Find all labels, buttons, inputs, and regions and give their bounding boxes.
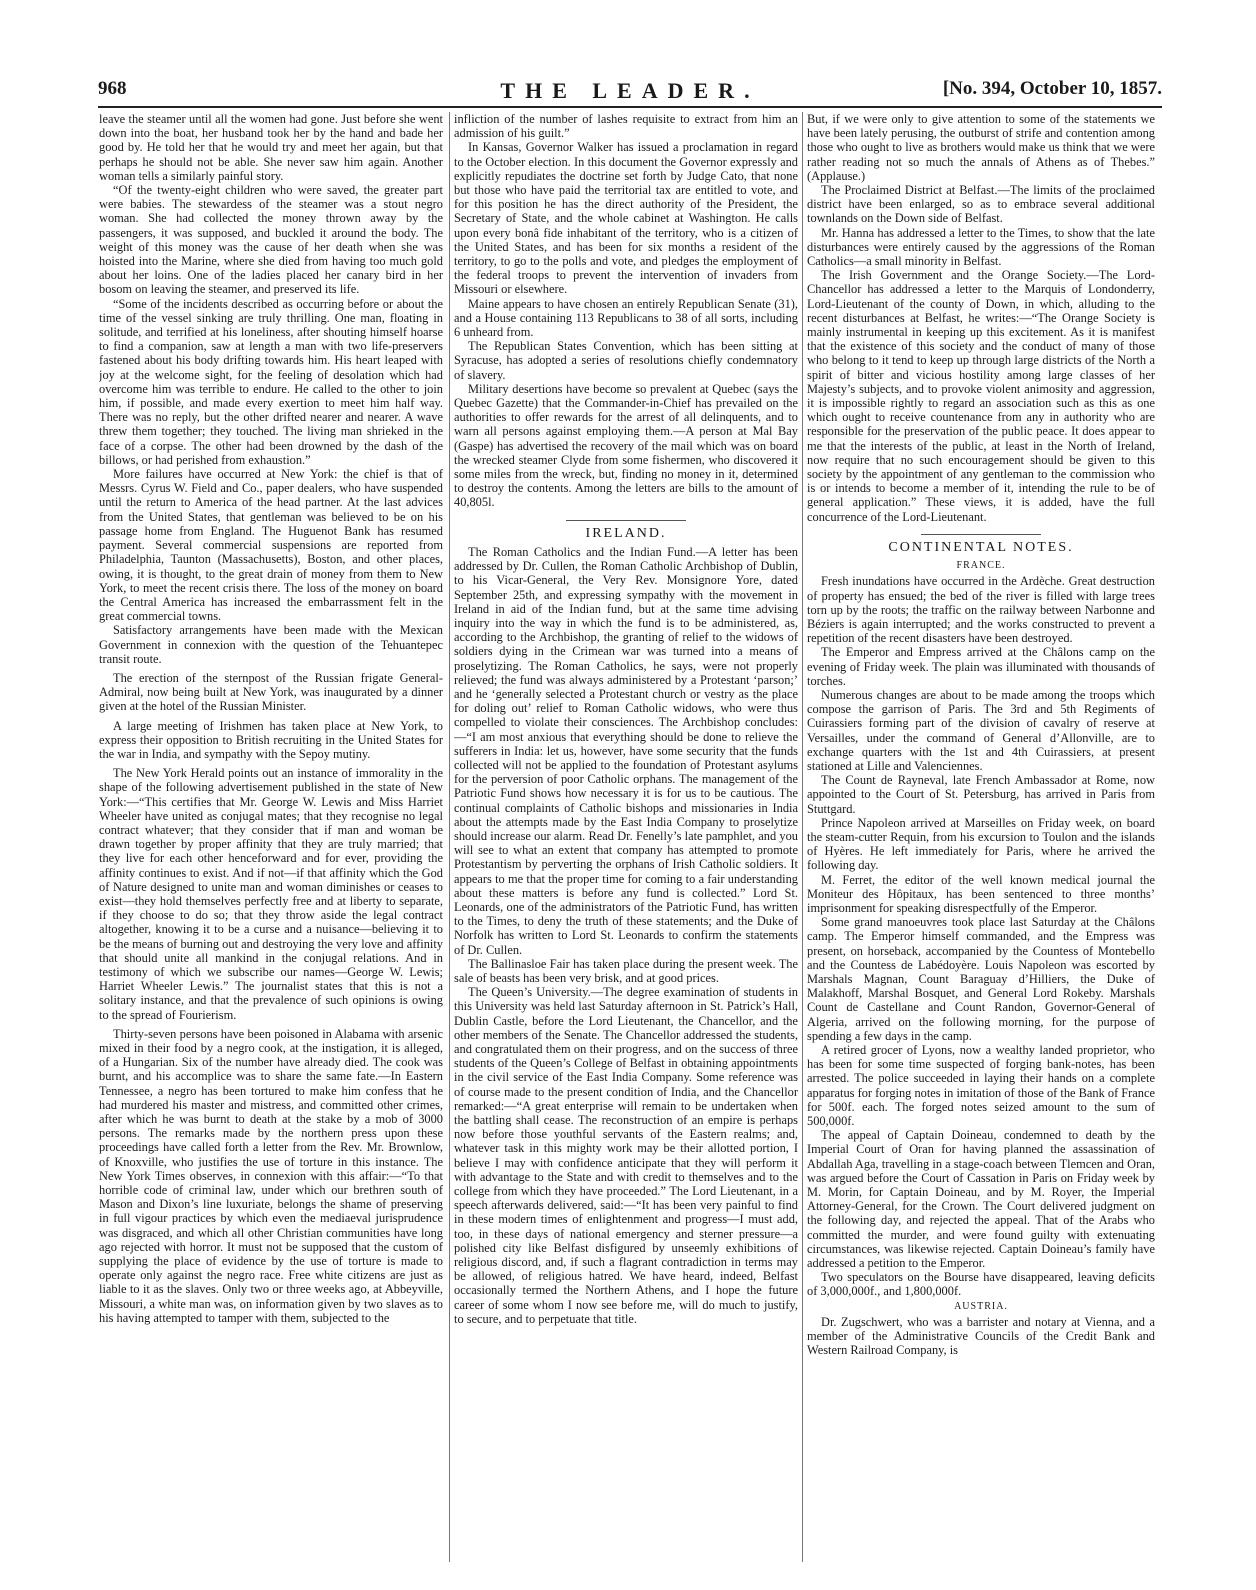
paragraph: The Count de Rayneval, late French Ambassador at Rome, now appointed to the Court of St. Petersburg, has arrived in Paris from Stuttgard.	[807, 773, 1155, 816]
paragraph: “Some of the incidents described as occurring before or about the time of the vessel sinking are truly thrilling. One man, floating in solitude, and terrified at his loneliness, after shouting himself hoarse to find a companion, saw at length a man with two life-preservers fastened about his body drifting towards him. His heart leaped with joy at the welcome sight, for the feeling of desolation which had overcome him was terrible to endure. He called to the other to join him, if possible, and made every exertion to meet him half way. There was no reply, but the other drifted nearer and nearer. A wave threw them together; they touched. The living man shrieked in the face of a corpse. The other had been drowned by the dash of the billows, or had perished from exhaustion.”	[99, 296, 443, 467]
paragraph: Two speculators on the Bourse have disappeared, leaving deficits of 3,000,000f., and 1,800,000f.	[807, 1270, 1155, 1299]
paragraph: The Roman Catholics and the Indian Fund.—A letter has been addressed by Dr. Cullen, the Roman Catholic Archbishop of Dublin, to his Vicar-General, the Very Rev. Monsignore Yore, dated September 25th, and expressing sympathy with the movement in Ireland in aid of the Indian fund, but at the same time advising inquiry into the way in which the fund is to be administered, as, according to the Archbishop, the granting of relief to the widows of soldiers dying in the Crimean war was turned into a means of proselytizing. The Roman Catholics, he says, were not properly relieved; the fund was always administered by a Protestant ‘parson;’ and he ‘generally selected a Protestant church or vestry as the place for doling out’ relief to Roman Catholic widows, who were thus compelled to violate their consciences. The Archbishop concludes:—“I am most anxious that everything should be done to relieve the sufferers in India: let us, however, have some security that the funds collected will not be applied to the foundation of Protestant asylums for the perversion of poor Catholic orphans. The management of the Patriotic Fund shows how necessary it is for us to be cautious. The continual complaints of Catholic bishops and missionaries in India about the attempts made by the East India Company to proselytize should increase our alarm. Read Dr. Fenelly’s late pamphlet, and you will see to what an extent that company has attempted to promote Protestantism by perverting the orphans of Irish Catholic soldiers. It appears to me that the proper time for coming to a fair understanding about these matters is before any fund is collected.” Lord St. Leonards, one of the administrators of the Patriotic Fund, has written to the Times, to deny the truth of these statements; and the Duke of Norfolk has written to Lord St. Leonards to confirm the statements of Dr. Cullen.	[454, 544, 798, 957]
paragraph: The Queen’s University.—The degree examination of students in this University was held last Saturday afternoon in St. Patrick’s Hall, Dublin Castle, before the Lord Lieutenant, the Chancellor, and the other members of the Senate. The Chancellor addressed the students, and congratulated them on their progress, and on the success of three students of the Queen’s College of Belfast in obtaining appointments in the civil service of the East India Company. Some reference was of course made to the present condition of India, and the Chancellor remarked:—“A great enterprise will remain to be undertaken when the battling shall cease. The reconstruction of an empire is perhaps now before those youthful servants of the Eastern realms; and, whatever task in this mighty work may be their allotted portion, I believe I may with confidence anticipate that they will perform it with advantage to the State and with credit to themselves and to the college from which they have proceeded.” The Lord Lieutenant, in a speech afterwards delivered, said:—“It has been very painful to find in these modern times of enlightenment and progress—I must add, too, in these days of national emergency and sterner pressure—a polished city like Belfast disfigured by unseemly exhibitions of religious discord, and, if such a flagrant contradiction in terms may be allowed, of religious hatred. We have heard, indeed, Belfast occasionally termed the Northern Athens, and I hope the future career of some whom I now see before me, will do much to justify, to secure, and to perpetuate that title.	[454, 985, 798, 1326]
column-2	[454, 112, 798, 1567]
paragraph: The Republican States Convention, which has been sitting at Syracuse, has adopted a series of resolutions chiefly condemnatory of slavery.	[454, 339, 798, 382]
paragraph: Some grand manoeuvres took place last Saturday at the Châlons camp. The Emperor himself commanded, and the Empress was present, on horseback, accompanied by the Countess of Montebello and the Countess de Labédoyère. Louis Napoleon was escorted by Marshals Magnan, Count Baraguay d’Hilliers, the Duke of Malakhoff, Marshal Bosquet, and General Lord Rokeby. Marshals Count de Castellane and Count Randon, Governor-General of Algeria, arrived on the following morning, for the purpose of spending a few days in the camp.	[807, 915, 1155, 1043]
subheading-france: FRANCE.	[956, 560, 1006, 572]
paragraph: Prince Napoleon arrived at Marseilles on Friday week, on board the steam-cutter Requin, from his excursion to Toulon and the islands of Hyères. He left immediately for Paris, where he arrived the following day.	[807, 815, 1155, 873]
paragraph: In Kansas, Governor Walker has issued a proclamation in regard to the October election. In this document the Governor expressly and explicitly repudiates the doctrine set forth by Judge Cato, that none but those who have paid the territorial tax are entitled to vote, and for this position he has the direct authority of the President, the Secretary of State, and the whole cabinet at Washington. He calls upon every bonâ fide inhabitant of the territory, who is a citizen of the United States, and has been for six months a resident of the territory, to go to the polls and vote, and pledges the employment of the federal troops to prevent the intervention of invaders from Missouri or elsewhere.	[454, 140, 798, 297]
paragraph: Dr. Zugschwert, who was a barrister and notary at Vienna, and a member of the Administrative Councils of the Credit Bank and Western Railroad Company, is	[807, 1314, 1155, 1358]
paragraph: The Irish Government and the Orange Society.—The Lord-Chancellor has addressed a letter to the Marquis of Londonderry, Lord-Lieutenant of the county of Down, in which, alluding to the recent disturbances at Belfast, he writes:—“The Orange Society is mainly instrumental in keeping up this excitement. As it is manifest that the existence of this society and the conduct of many of those who belong to it tend to keep up through large districts of the North a spirit of bitter and vicious hostility among large classes of her Majesty’s subjects, and to provoke violent animosity and aggression, it is impossible rightly to regard an association such as this as one which ought to receive countenance from any in authority who are responsible for the preservation of the public peace. It does appear to me that the interests of the public, at least in the North of Ireland, now require that no such encouragement should be given to this society by the appointment of any gentleman to the commission who is or intends to become a member of it, intending the rule to be of general application.” These views, it is added, have the full concurrence of the Lord-Lieutenant.	[807, 268, 1155, 524]
paragraph: The erection of the sternpost of the Russian frigate General-Admiral, now being built at New York, was inaugurated by a dinner given at the hotel of the Russian Minister.	[99, 670, 443, 714]
section-divider	[921, 534, 1041, 535]
paragraph: M. Ferret, the editor of the well known medical journal the Moniteur des Hôpitaux, has been sentenced to three months’ imprisonment for speaking disrespectfully of the Emperor.	[807, 872, 1155, 915]
paragraph: “Of the twenty-eight children who were saved, the greater part were babies. The stewardess of the steamer was a stout negro woman. She had collected the money thrown away by the passengers, it was supposed, and buckled it around the body. The weight of this money was the cause of her death when she was hoisted into the Marine, where she died from having too much gold about her loins. One of the ladies placed her canary bird in her bosom on leaving the steamer, and preserved its life.	[99, 183, 443, 297]
paragraph: Mr. Hanna has addressed a letter to the Times, to show that the late disturbances were entirely caused by the aggressions of the Roman Catholics—a small minority in Belfast.	[807, 225, 1155, 269]
paragraph: Maine appears to have chosen an entirely Republican Senate (31), and a House containing 113 Republicans to 38 of all sorts, including 6 unheard from.	[454, 296, 798, 340]
paragraph: A retired grocer of Lyons, now a wealthy landed proprietor, who has been for some time suspected of forging bank-notes, has been arrested. The police succeeded in laying their hands on a complete apparatus for forging notes in imitation of those of the Bank of France for 500f. each. The forged notes seized amount to the sum of 500,000f.	[807, 1043, 1155, 1129]
paragraph: The appeal of Captain Doineau, condemned to death by the Imperial Court of Oran for having planned the assassination of Abdallah Aga, travelling in a stage-coach between Tlemcen and Oran, was argued before the Court of Cassation in Paris on Friday week by M. Morin, for Captain Doineau, and by M. Royer, the Imperial Attorney-General, for the Crown. The Court delivered judgment on the following day, and rejected the appeal. That of the Arabs who committed the murder, and were found guilty with extenuating circumstances, was likewise rejected. Captain Doineau’s family have addressed a petition to the Emperor.	[807, 1128, 1155, 1271]
newspaper-title: THE LEADER.	[500, 78, 760, 103]
masthead	[98, 78, 1162, 108]
paragraph: leave the steamer until all the women had gone. Just before she went down into the boat, her husband took her by the hand and bade her good by. He told her that he would try and meet her again, but that perhaps he should not be able. She never saw him again. Another woman tells a similarly painful story.	[99, 112, 443, 183]
paragraph: Numerous changes are about to be made among the troops which compose the garrison of Paris. The 3rd and 5th Regiments of Cuirassiers forming part of the division of cavalry of reserve at Versailles, under the command of General d’Allonville, are to exchange quarters with the 1st and 4th Cuirassiers, at present stationed at Lille and Valenciennes.	[807, 687, 1155, 773]
paragraph: A large meeting of Irishmen has taken place at New York, to express their opposition to British recruiting in the United States for the war in India, and sympathy with the Sepoy mutiny.	[99, 718, 443, 761]
paragraph: The Ballinasloe Fair has taken place during the present week. The sale of beasts has been very brisk, and at good prices.	[454, 956, 798, 985]
column-3	[807, 112, 1155, 1567]
paragraph: Military desertions have become so prevalent at Quebec (says the Quebec Gazette) that the Commander-in-Chief has prevailed on the authorities to offer rewards for the arrest of all delinquents, and to warn all persons against employing them.—A person at Mal Bay (Gaspe) has advertised the recovery of the mail which was on board the wrecked steamer Clyde from some fishermen, who discovered it some miles from the wreck, but, finding no money in it, determined to destroy the contents. Among the letters are bills to the amount of 40,805l.	[454, 381, 798, 510]
paragraph: The Proclaimed District at Belfast.—The limits of the proclaimed district have been enlarged, so as to embrace several additional townlands on the Down side of Belfast.	[807, 183, 1155, 226]
paragraph: Thirty-seven persons have been poisoned in Alabama with arsenic mixed in their food by a negro cook, at the instigation, it is alleged, of a Hungarian. Six of the number have already died. The cook was burnt, and his accomplice was to share the same fate.—In Eastern Tennessee, a negro has been tortured to make him confess that he had murdered his master and mistress, and committed other crimes, after which he was burnt to death at the stake by a mob of 3000 persons. The remarks made by the northern press upon these proceedings have called forth a letter from the Rev. Mr. Brownlow, of Knoxville, who justifies the use of torture in this instance. The New York Times observes, in connexion with this affair:—“To that horrible code of criminal law, under which our brethren south of Mason and Dixon’s line luxuriate, belongs the shame of preserving in full vigour practices by which even the mediaeval jurisprudence was disgraced, and which all other Christian communities have long ago rejected with horror. It must not be supposed that the custom of supplying the place of evidence by the use of torture is made to operate only against the negro race. Free white citizens are just as liable to it as the slaves. Only two or three weeks ago, at Abbeyville, Missouri, a white man was, on information given by two slaves as to his having attempted to tamper with them, subjected to the	[99, 1026, 443, 1325]
column-1	[99, 112, 443, 1567]
paragraph: More failures have occurred at New York: the chief is that of Messrs. Cyrus W. Field and Co., paper dealers, who have suspended until the return to America of the head partner. At the last advices from the United States, that gentleman was believed to be on his passage home from England. The Huguenot Bank has resumed payment. Several commercial suspensions are reported from Philadelphia, Taunton (Massachusetts), Boston, and other places, owing, it is thought, to the great drain of money from them to New York, to meet the recent crisis there. The loss of the money on board the Central America has increased the embarrassment felt in the great commercial towns.	[99, 467, 443, 624]
column-divider	[449, 112, 450, 1562]
issue-date: [No. 394, October 10, 1857.	[942, 78, 1162, 99]
paragraph: infliction of the number of lashes requisite to extract from him an admission of his guilt.”	[454, 112, 798, 141]
section-divider	[566, 520, 686, 521]
section-heading-ireland: IRELAND.	[585, 525, 667, 541]
page-number: 968	[98, 78, 127, 99]
paragraph: But, if we were only to give attention to some of the statements we have been lately perusing, the outburst of strife and contention among those who ought to live as brothers would make us think that we were rather reading not so much the annals of Athens as of Thebes.” (Applause.)	[807, 112, 1155, 183]
subheading-austria: AUSTRIA.	[954, 1300, 1008, 1312]
paragraph: Fresh inundations have occurred in the Ardèche. Great destruction of property has ensued; the bed of the river is filled with large trees torn up by the roots; the traffic on the railway between Narbonne and Béziers is again interrupted; and the works constructed to prevent a repetition of the recent disasters have been destroyed.	[807, 574, 1155, 646]
paragraph: The New York Herald points out an instance of immorality in the shape of the following advertisement published in the state of New York:—“This certifies that Mr. George W. Lewis and Miss Harriet Wheeler have united as conjugal mates; that they recognise no legal contract whatever; that they consider that if man and woman be drawn together by proper affinity that they are truly married; that they live for each other henceforward and for ever, providing the affinity continues to exist. And if not—if that affinity which the God of Nature designed to unite man and woman diminishes or ceases to exist—they hold themselves perfectly free and at liberty to separate, if they choose to do so; that they throw aside the legal contract altogether, knowing it to be a curse and a nuisance—believing it to be the means of burning out and destroying the very love and affinity that should unite all mankind in the conjugal relations. And in testimony of which we subscribe our names—George W. Lewis; Harriet Wheeler Lewis.” The journalist states that this is not a solitary instance, and that the prevalence of such opinions is owing to the spread of Fourierism.	[99, 766, 443, 1022]
paragraph: Satisfactory arrangements have been made with the Mexican Government in connexion with the question of the Tehuantepec transit route.	[99, 623, 443, 666]
section-heading-continental-notes: CONTINENTAL NOTES.	[888, 539, 1074, 555]
column-divider	[802, 112, 803, 1562]
paragraph: The Emperor and Empress arrived at the Châlons camp on the evening of Friday week. The plain was illuminated with thousands of torches.	[807, 645, 1155, 688]
masthead-rule	[98, 106, 1162, 108]
